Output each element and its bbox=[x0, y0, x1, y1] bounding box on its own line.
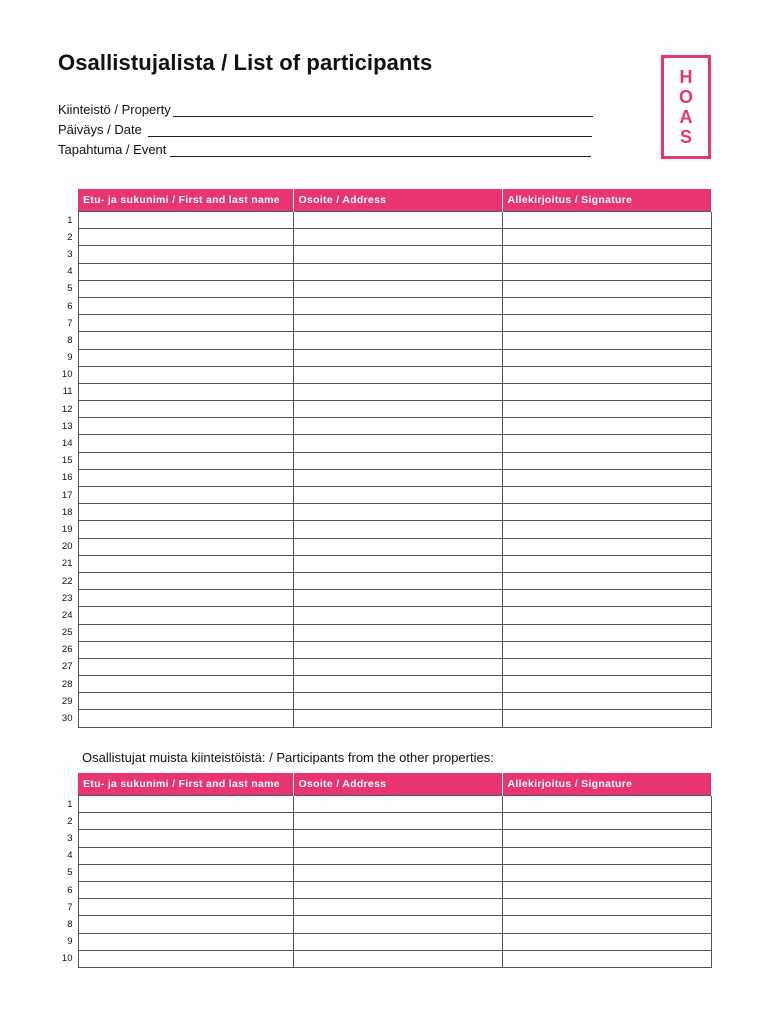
table-row bbox=[58, 521, 711, 538]
name-cell[interactable] bbox=[78, 590, 293, 607]
row-number: 30 bbox=[61, 713, 73, 725]
name-cell[interactable] bbox=[78, 229, 293, 246]
signature-cell[interactable] bbox=[502, 555, 711, 572]
signature-cell[interactable] bbox=[502, 899, 711, 916]
table-row bbox=[58, 383, 711, 400]
logo-letter: S bbox=[679, 127, 692, 147]
signature-cell[interactable] bbox=[502, 693, 711, 710]
row-number: 27 bbox=[61, 661, 73, 673]
signature-cell[interactable] bbox=[502, 590, 711, 607]
address-cell[interactable] bbox=[293, 950, 502, 967]
address-cell[interactable] bbox=[293, 624, 502, 641]
row-number: 10 bbox=[61, 953, 73, 965]
address-cell[interactable] bbox=[293, 263, 502, 280]
name-cell[interactable] bbox=[78, 487, 293, 504]
address-cell[interactable] bbox=[293, 607, 502, 624]
row-number: 10 bbox=[61, 369, 73, 381]
table-row bbox=[58, 710, 711, 727]
row-number: 13 bbox=[61, 420, 73, 432]
table-row bbox=[58, 624, 711, 641]
table-row bbox=[58, 933, 711, 950]
signature-cell[interactable] bbox=[502, 246, 711, 263]
name-cell[interactable] bbox=[78, 280, 293, 297]
row-number: 14 bbox=[61, 438, 73, 450]
address-cell[interactable] bbox=[293, 280, 502, 297]
address-cell[interactable] bbox=[293, 710, 502, 727]
name-cell[interactable] bbox=[78, 504, 293, 521]
row-number: 19 bbox=[61, 523, 73, 535]
signature-cell[interactable] bbox=[502, 315, 711, 332]
row-number: 24 bbox=[61, 609, 73, 621]
signature-cell[interactable] bbox=[502, 297, 711, 314]
page-title: Osallistujalista / List of participants bbox=[58, 50, 433, 75]
address-cell[interactable] bbox=[293, 933, 502, 950]
signature-cell[interactable] bbox=[502, 452, 711, 469]
row-number: 5 bbox=[67, 867, 73, 879]
logo-letter: O bbox=[678, 87, 693, 107]
table-row bbox=[58, 366, 711, 383]
signature-cell[interactable] bbox=[502, 624, 711, 641]
address-cell[interactable] bbox=[293, 641, 502, 658]
signature-cell[interactable] bbox=[502, 950, 711, 967]
other-properties-heading: Osallistujat muista kiinteistöistä: / Participants from the other properties: bbox=[82, 750, 494, 765]
name-cell[interactable] bbox=[78, 950, 293, 967]
row-number: 8 bbox=[67, 334, 73, 346]
signature-cell[interactable] bbox=[502, 916, 711, 933]
row-number: 29 bbox=[61, 695, 73, 707]
address-cell[interactable] bbox=[293, 504, 502, 521]
address-cell[interactable] bbox=[293, 899, 502, 916]
address-cell[interactable] bbox=[293, 229, 502, 246]
address-cell[interactable] bbox=[293, 401, 502, 418]
table-row bbox=[58, 950, 711, 967]
address-cell[interactable] bbox=[293, 847, 502, 864]
signature-cell[interactable] bbox=[502, 332, 711, 349]
signature-cell[interactable] bbox=[502, 280, 711, 297]
table-row bbox=[58, 246, 711, 263]
table-row bbox=[58, 590, 711, 607]
name-cell[interactable] bbox=[78, 813, 293, 830]
table-row bbox=[58, 830, 711, 847]
logo-letter: H bbox=[679, 67, 693, 87]
row-number: 16 bbox=[61, 472, 73, 484]
name-cell[interactable] bbox=[78, 641, 293, 658]
signature-cell[interactable] bbox=[502, 418, 711, 435]
row-number: 4 bbox=[67, 850, 73, 862]
address-cell[interactable] bbox=[293, 332, 502, 349]
name-column-header: Etu- ja sukunimi / First and last name bbox=[78, 189, 293, 212]
row-number: 6 bbox=[67, 884, 73, 896]
name-cell[interactable] bbox=[78, 521, 293, 538]
address-cell[interactable] bbox=[293, 796, 502, 813]
name-cell[interactable] bbox=[78, 572, 293, 589]
signature-cell[interactable] bbox=[502, 813, 711, 830]
address-cell[interactable] bbox=[293, 435, 502, 452]
address-cell[interactable] bbox=[293, 830, 502, 847]
table-row bbox=[58, 676, 711, 693]
signature-cell[interactable] bbox=[502, 401, 711, 418]
row-number: 8 bbox=[67, 918, 73, 930]
name-column-header: Etu- ja sukunimi / First and last name bbox=[78, 773, 293, 796]
hoas-logo bbox=[661, 55, 711, 159]
table-row bbox=[58, 280, 711, 297]
signature-cell[interactable] bbox=[502, 349, 711, 366]
address-cell[interactable] bbox=[293, 366, 502, 383]
name-cell[interactable] bbox=[78, 401, 293, 418]
address-column-header: Osoite / Address bbox=[293, 773, 502, 796]
row-number: 26 bbox=[61, 644, 73, 656]
row-number: 1 bbox=[67, 798, 73, 810]
row-number: 1 bbox=[67, 214, 73, 226]
table-row bbox=[58, 916, 711, 933]
signature-cell[interactable] bbox=[502, 607, 711, 624]
address-cell[interactable] bbox=[293, 246, 502, 263]
signature-cell[interactable] bbox=[502, 383, 711, 400]
name-cell[interactable] bbox=[78, 418, 293, 435]
property-field bbox=[58, 101, 593, 117]
name-cell[interactable] bbox=[78, 538, 293, 555]
signature-cell[interactable] bbox=[502, 864, 711, 881]
signature-cell[interactable] bbox=[502, 847, 711, 864]
row-number: 20 bbox=[61, 541, 73, 553]
name-cell[interactable] bbox=[78, 624, 293, 641]
row-number: 18 bbox=[61, 506, 73, 518]
table-row bbox=[58, 297, 711, 314]
name-cell[interactable] bbox=[78, 693, 293, 710]
table-row bbox=[58, 469, 711, 486]
name-cell[interactable] bbox=[78, 349, 293, 366]
row-number: 4 bbox=[67, 266, 73, 278]
address-cell[interactable] bbox=[293, 881, 502, 898]
table-row bbox=[58, 847, 711, 864]
row-number: 2 bbox=[67, 231, 73, 243]
table-row bbox=[58, 315, 711, 332]
signature-cell[interactable] bbox=[502, 212, 711, 229]
name-cell[interactable] bbox=[78, 881, 293, 898]
address-cell[interactable] bbox=[293, 813, 502, 830]
name-cell[interactable] bbox=[78, 933, 293, 950]
table-row bbox=[58, 435, 711, 452]
row-number-header bbox=[58, 773, 78, 796]
other-participants-table bbox=[58, 773, 712, 968]
address-cell[interactable] bbox=[293, 693, 502, 710]
row-number: 12 bbox=[61, 403, 73, 415]
signature-cell[interactable] bbox=[502, 366, 711, 383]
table-row bbox=[58, 796, 711, 813]
row-number: 7 bbox=[67, 901, 73, 913]
name-cell[interactable] bbox=[78, 315, 293, 332]
property-input-line[interactable] bbox=[173, 104, 593, 117]
name-cell[interactable] bbox=[78, 212, 293, 229]
row-number: 23 bbox=[61, 592, 73, 604]
row-number: 25 bbox=[61, 627, 73, 639]
row-number: 22 bbox=[61, 575, 73, 587]
participants-table bbox=[58, 189, 712, 728]
date-input-line[interactable] bbox=[148, 124, 592, 137]
row-number: 11 bbox=[62, 386, 73, 398]
table-row bbox=[58, 538, 711, 555]
table-row bbox=[58, 401, 711, 418]
signature-cell[interactable] bbox=[502, 487, 711, 504]
table-row bbox=[58, 452, 711, 469]
table-row bbox=[58, 229, 711, 246]
table-row bbox=[58, 349, 711, 366]
row-number: 28 bbox=[61, 678, 73, 690]
name-cell[interactable] bbox=[78, 246, 293, 263]
signature-cell[interactable] bbox=[502, 521, 711, 538]
name-cell[interactable] bbox=[78, 676, 293, 693]
address-cell[interactable] bbox=[293, 212, 502, 229]
signature-cell[interactable] bbox=[502, 504, 711, 521]
signature-cell[interactable] bbox=[502, 229, 711, 246]
signature-cell[interactable] bbox=[502, 676, 711, 693]
name-cell[interactable] bbox=[78, 899, 293, 916]
signature-cell[interactable] bbox=[502, 263, 711, 280]
table-row bbox=[58, 418, 711, 435]
table-row bbox=[58, 555, 711, 572]
name-cell[interactable] bbox=[78, 710, 293, 727]
address-cell[interactable] bbox=[293, 452, 502, 469]
name-cell[interactable] bbox=[78, 383, 293, 400]
table-row bbox=[58, 607, 711, 624]
table-row bbox=[58, 332, 711, 349]
table-row bbox=[58, 693, 711, 710]
name-cell[interactable] bbox=[78, 366, 293, 383]
signature-cell[interactable] bbox=[502, 435, 711, 452]
logo-letter: A bbox=[679, 107, 693, 127]
address-cell[interactable] bbox=[293, 469, 502, 486]
table-row bbox=[58, 487, 711, 504]
table-row bbox=[58, 572, 711, 589]
row-number: 21 bbox=[61, 558, 73, 570]
address-cell[interactable] bbox=[293, 590, 502, 607]
row-number: 17 bbox=[61, 489, 73, 501]
table-row bbox=[58, 641, 711, 658]
name-cell[interactable] bbox=[78, 658, 293, 675]
table-row bbox=[58, 212, 711, 229]
table-row bbox=[58, 658, 711, 675]
name-cell[interactable] bbox=[78, 332, 293, 349]
event-label: Tapahtuma / Event bbox=[58, 142, 167, 157]
name-cell[interactable] bbox=[78, 555, 293, 572]
table-row bbox=[58, 813, 711, 830]
signature-cell[interactable] bbox=[502, 641, 711, 658]
address-cell[interactable] bbox=[293, 297, 502, 314]
signature-column-header: Allekirjoitus / Signature bbox=[502, 189, 711, 212]
name-cell[interactable] bbox=[78, 263, 293, 280]
address-column-header: Osoite / Address bbox=[293, 189, 502, 212]
row-number: 9 bbox=[67, 936, 73, 948]
row-number: 5 bbox=[67, 283, 73, 295]
signature-cell[interactable] bbox=[502, 710, 711, 727]
date-field bbox=[58, 121, 592, 137]
name-cell[interactable] bbox=[78, 297, 293, 314]
address-cell[interactable] bbox=[293, 315, 502, 332]
name-cell[interactable] bbox=[78, 864, 293, 881]
address-cell[interactable] bbox=[293, 572, 502, 589]
address-cell[interactable] bbox=[293, 864, 502, 881]
signature-cell[interactable] bbox=[502, 933, 711, 950]
address-cell[interactable] bbox=[293, 538, 502, 555]
address-cell[interactable] bbox=[293, 521, 502, 538]
participants-table-body bbox=[58, 212, 711, 728]
property-label: Kiinteistö / Property bbox=[58, 102, 171, 117]
address-cell[interactable] bbox=[293, 916, 502, 933]
other-participants-table-body bbox=[58, 796, 711, 968]
table-row bbox=[58, 864, 711, 881]
table-row bbox=[58, 263, 711, 280]
signature-cell[interactable] bbox=[502, 658, 711, 675]
signature-cell[interactable] bbox=[502, 538, 711, 555]
date-label: Päiväys / Date bbox=[58, 122, 142, 137]
address-cell[interactable] bbox=[293, 676, 502, 693]
name-cell[interactable] bbox=[78, 435, 293, 452]
event-input-line[interactable] bbox=[170, 144, 591, 157]
signature-cell[interactable] bbox=[502, 881, 711, 898]
address-cell[interactable] bbox=[293, 555, 502, 572]
signature-column-header: Allekirjoitus / Signature bbox=[502, 773, 711, 796]
name-cell[interactable] bbox=[78, 847, 293, 864]
table-row bbox=[58, 899, 711, 916]
event-field bbox=[58, 141, 591, 157]
row-number: 2 bbox=[67, 815, 73, 827]
signature-cell[interactable] bbox=[502, 572, 711, 589]
signature-cell[interactable] bbox=[502, 469, 711, 486]
row-number: 3 bbox=[67, 832, 73, 844]
row-number: 15 bbox=[61, 455, 73, 467]
address-cell[interactable] bbox=[293, 383, 502, 400]
row-number: 3 bbox=[67, 248, 73, 260]
table-row bbox=[58, 504, 711, 521]
address-cell[interactable] bbox=[293, 418, 502, 435]
address-cell[interactable] bbox=[293, 349, 502, 366]
row-number-header bbox=[58, 189, 78, 212]
name-cell[interactable] bbox=[78, 607, 293, 624]
row-number: 6 bbox=[67, 300, 73, 312]
name-cell[interactable] bbox=[78, 830, 293, 847]
address-cell[interactable] bbox=[293, 487, 502, 504]
name-cell[interactable] bbox=[78, 916, 293, 933]
name-cell[interactable] bbox=[78, 796, 293, 813]
name-cell[interactable] bbox=[78, 469, 293, 486]
table-row bbox=[58, 881, 711, 898]
name-cell[interactable] bbox=[78, 452, 293, 469]
row-number: 7 bbox=[67, 317, 73, 329]
address-cell[interactable] bbox=[293, 658, 502, 675]
row-number: 9 bbox=[67, 352, 73, 364]
signature-cell[interactable] bbox=[502, 796, 711, 813]
signature-cell[interactable] bbox=[502, 830, 711, 847]
